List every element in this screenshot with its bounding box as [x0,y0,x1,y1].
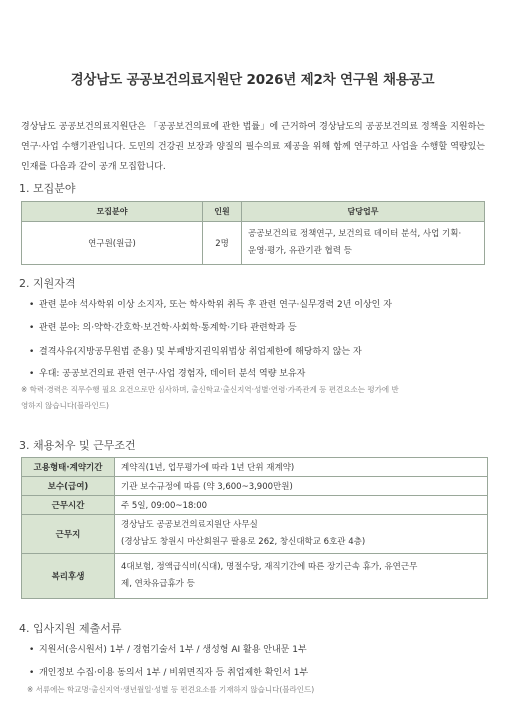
bullet-icon: • [29,668,35,678]
value-place: 경상남도 공공보건의료지원단 사무실 (경상남도 창원시 마산회원구 팔용로 262, 창신대학교 6호관 4층) [115,515,488,554]
table-row [22,477,488,496]
duty-line: 공공보건의료 정책연구, 보건의료 데이터 분석, 사업 기획· [248,229,462,239]
value-hours: 주 5일, 09:00~18:00 [115,496,488,515]
table-header-row [22,202,485,222]
value-employment: 계약직(1년, 업무평가에 따라 1년 단위 재계약) [115,458,488,477]
label-pay: 보수(급여) [22,477,115,496]
list-item: • 지원서(응시원서) 1부 / 경험기술서 1부 / 생성형 AI 활용 안내문 1부 [29,645,307,655]
cell-field: 연구원(원급) [22,222,203,265]
label-welfare: 복리후생 [22,554,115,599]
table-row [22,222,485,265]
table-row [22,496,488,515]
section-title-documents: 4. 입사지원 제출서류 [19,622,122,635]
table-row [22,458,488,477]
table-row [22,515,488,554]
value-welfare: 4대보험, 정액급식비(식대), 명절수당, 재직기간에 따른 장기근속 휴가, 유연근무 제, 연차유급휴가 등 [115,554,488,599]
cell-count: 2명 [203,222,242,265]
label-place: 근무지 [22,515,115,554]
bullet-icon: • [29,347,35,357]
page-title: 경상남도 공공보건의료지원단 2026년 제2차 연구원 채용공고 [70,72,435,88]
section-title-conditions: 3. 채용처우 및 근무조건 [19,439,136,452]
qualification-note: ※ 학력·경력은 직무수행 필요 요건으로만 심사하며, 출신학교·출신지역·성별·연령·가족관계 등 편견요소는 평가에 반 영하지 않습니다(블라인드) [21,385,399,410]
value-pay: 기관 보수규정에 따름 (약 3,600~3,900만원) [115,477,488,496]
list-item: • 관련 분야 석사학위 이상 소지자, 또는 학사학위 취득 후 관련 연구·실무경력 2년 이상인 자 [29,300,392,310]
documents-note: ※ 서류에는 학교명·출신지역·생년월일·성별 등 편견요소를 기재하지 않습니다(블라인드) [27,685,315,694]
section-title-qualification: 2. 지원자격 [19,277,76,290]
header-count: 인원 [203,202,242,222]
conditions-table [21,457,488,599]
intro-paragraph: 경상남도 공공보건의료지원단은 「공공보건의료에 관한 법률」에 근거하여 경상남도의 공공보건의료 정책을 지원하는 연구·사업 수행기관입니다. 도민의 건강권 보장과 양질의 필수의료 제공을 위해 함께 연구하고 사업을 수행할 역량있는 인재를 다음과 같이 공개 모집합니다. [21,122,485,172]
header-duty: 담당업무 [242,202,485,222]
bullet-icon: • [29,300,35,310]
duty-line: 운영·평가, 유관기관 협력 등 [248,246,352,256]
list-item: • 우대: 공공보건의료 관련 연구·사업 경험자, 데이터 분석 역량 보유자 [29,369,306,379]
cell-duty [242,222,485,265]
list-item: • 결격사유(지방공무원법 준용) 및 부패방지권익위법상 취업제한에 해당하지 않는 자 [29,347,362,357]
recruit-table [21,201,485,265]
bullet-icon: • [29,369,35,379]
section-title-recruit: 1. 모집분야 [19,182,76,195]
header-field: 모집분야 [22,202,203,222]
label-employment: 고용형태·계약기간 [22,458,115,477]
bullet-icon: • [29,645,35,655]
list-item: • 관련 분야: 의·약학·간호학·보건학·사회학·통계학·기타 관련학과 등 [29,323,297,333]
table-row [22,554,488,599]
label-hours: 근무시간 [22,496,115,515]
list-item: • 개인정보 수집·이용 동의서 1부 / 비위면직자 등 취업제한 확인서 1부 [29,668,309,678]
bullet-icon: • [29,323,35,333]
